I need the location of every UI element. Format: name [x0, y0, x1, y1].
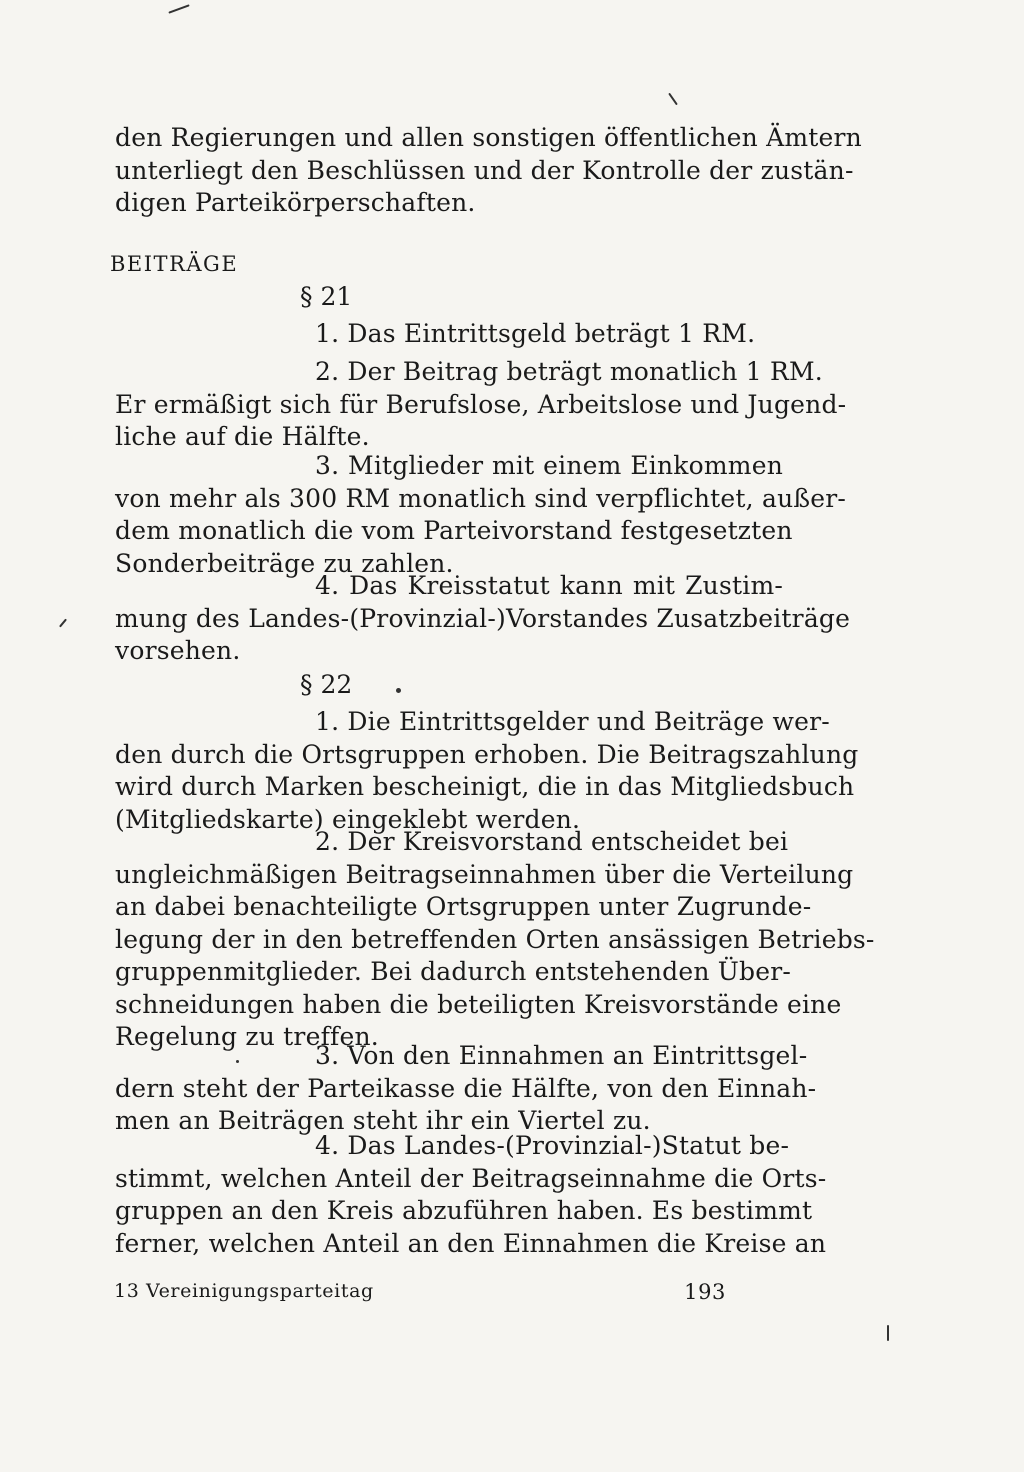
text-line: Er ermäßigt sich für Berufslose, Arbeitslose und Jugend-: [115, 389, 847, 419]
text-line: legung der in den betreffenden Orten ansässigen Betriebs-: [115, 924, 875, 954]
page-number: 193: [684, 1280, 726, 1304]
section-heading: BEITRÄGE: [110, 252, 239, 276]
text-line: dem monatlich die vom Parteivorstand festgesetzten: [115, 516, 793, 545]
paragraph-21-item-3: [115, 450, 847, 580]
text-line: gruppenmitglieder. Bei dadurch entstehenden Über-: [115, 957, 792, 986]
text-line: wird durch Marken bescheinigt, die in das Mitgliedsbuch: [115, 772, 855, 801]
intro-line: den Regierungen und allen sonstigen öffentlichen Ämtern: [115, 123, 862, 152]
intro-line: digen Parteikörperschaften.: [115, 188, 476, 217]
text-line: liche auf die Hälfte.: [115, 422, 370, 451]
text-line: mung des Landes-(Provinzial-)Vorstandes Zusatzbeiträge: [115, 603, 851, 633]
intro-paragraph: [115, 122, 862, 220]
printer-signature: 13 Vereinigungsparteitag: [114, 1280, 374, 1302]
paragraph-21-item-1: [115, 318, 783, 351]
text-line: men an Beiträgen steht ihr ein Viertel zu.: [115, 1106, 651, 1135]
paragraph-22-item-3: [115, 1040, 817, 1138]
scan-speck: [887, 1325, 889, 1341]
scan-speck: [668, 93, 678, 106]
paragraph-22-item-4: [115, 1130, 827, 1260]
text-line: 4. Das Landes-(Provinzial-)Statut be-: [315, 1131, 790, 1160]
scan-speck: [59, 619, 67, 628]
text-line: stimmt, welchen Anteil der Beitragseinnahme die Orts-: [115, 1163, 827, 1193]
scan-speck: [396, 688, 401, 693]
text-line: 3. Mitglieder mit einem Einkommen: [315, 451, 783, 480]
paragraph-22-item-2: [115, 826, 875, 1054]
text-line: 2. Der Beitrag beträgt monatlich 1 RM.: [315, 357, 823, 386]
text-line: schneidungen haben die beteiligten Kreisvorstände eine: [115, 989, 842, 1019]
text-line: Regelung zu treffen.: [115, 1022, 379, 1051]
text-line: 1. Das Eintrittsgeld beträgt 1 RM.: [315, 319, 756, 348]
paragraph-21-item-4: [115, 570, 851, 668]
text-line: ungleichmäßigen Beitragseinnahmen über die Verteilung: [115, 859, 854, 889]
text-line: ferner, welchen Anteil an den Einnahmen die Kreise an: [115, 1228, 827, 1258]
text-line: vorsehen.: [115, 636, 241, 665]
scan-speck: [236, 1060, 239, 1063]
text-line: 2. Der Kreisvorstand entscheidet bei: [315, 827, 789, 856]
text-line: an dabei benachteiligte Ortsgruppen unter Zugrunde-: [115, 892, 812, 921]
text-line: (Mitgliedskarte) eingeklebt werden.: [115, 804, 581, 834]
paragraph-21-item-2: [115, 356, 847, 454]
paragraph-22-item-1: [115, 706, 859, 836]
text-line: Sonderbeiträge zu zahlen.: [115, 548, 454, 578]
text-line: 3. Von den Einnahmen an Eintrittsgel-: [315, 1041, 808, 1070]
text-line: den durch die Ortsgruppen erhoben. Die Beitragszahlung: [115, 739, 859, 769]
paragraph-21-mark: § 21: [300, 282, 353, 311]
text-line: gruppen an den Kreis abzuführen haben. Es bestimmt: [115, 1196, 813, 1225]
text-line: von mehr als 300 RM monatlich sind verpflichtet, außer-: [115, 483, 847, 513]
text-line: 1. Die Eintrittsgelder und Beiträge wer-: [315, 707, 830, 736]
scan-speck: [168, 4, 189, 13]
text-line: 4. Das Kreisstatut kann mit Zustim-: [315, 571, 783, 600]
paragraph-22-mark: § 22: [300, 670, 353, 699]
intro-line: unterliegt den Beschlüssen und der Kontrolle der zustän-: [115, 155, 854, 185]
text-line: dern steht der Parteikasse die Hälfte, von den Einnah-: [115, 1073, 817, 1103]
